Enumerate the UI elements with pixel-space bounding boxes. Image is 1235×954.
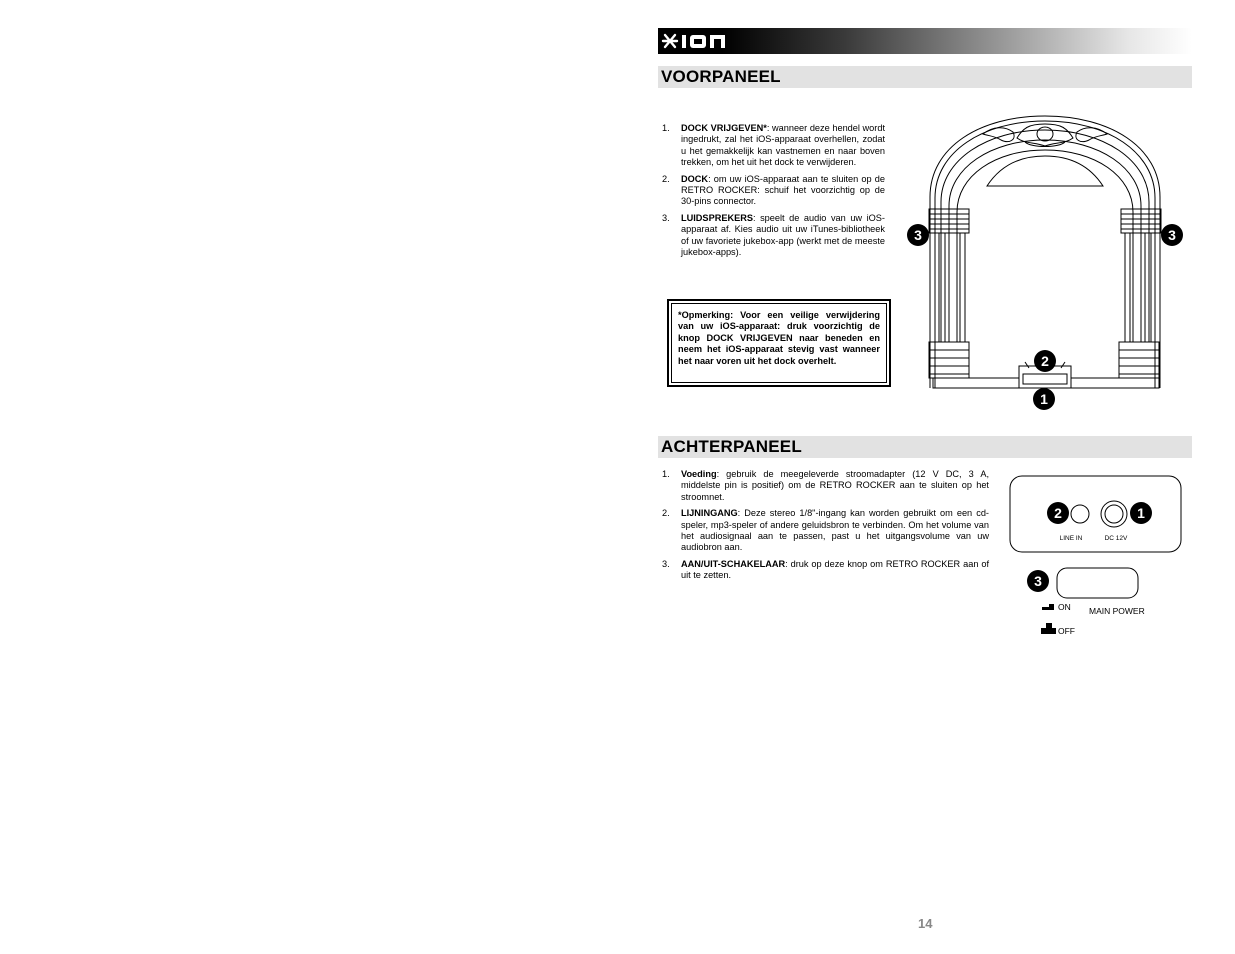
on-label: ON <box>1058 602 1071 612</box>
rear-panel-list <box>659 469 989 587</box>
svg-text:3: 3 <box>1168 227 1176 243</box>
callout-speaker-right <box>1161 224 1183 246</box>
safety-note-box <box>667 299 891 387</box>
line-in-jack <box>1071 505 1089 523</box>
line-in-label: LINE IN <box>1059 535 1083 542</box>
list-item: 2. LIJNINGANG: Deze stereo 1/8"-ingang kan worden gebruikt om een cd-speler, mp3-speler of andere geluidsbron te verbinden. Om het volume van het audiosignaal aan te passen, past u het uitgangsvolume van uw audiobron aan. <box>662 508 989 553</box>
ion-logo <box>660 31 734 51</box>
svg-text:3: 3 <box>1034 573 1042 589</box>
svg-text:1: 1 <box>1040 391 1048 407</box>
off-label: OFF <box>1058 626 1075 636</box>
list-item: 1. DOCK VRIJGEVEN*: wanneer deze hendel wordt ingedrukt, zal het iOS-apparaat overhellen, zodat u het gemakkelijk kan vastnemen en naar boven trekken, om het uit het dock te verwijderen. <box>662 123 885 168</box>
safety-note-text: *Opmerking: Voor een veilige verwijdering van uw iOS-apparaat: druk voorzichtig de knop DOCK VRIJGEVEN naar beneden en neem het iOS-apparaat stevig vast wanneer het naar voren uit het dock overhelt. <box>671 303 887 383</box>
list-item: 3. AAN/UIT-SCHAKELAAR: druk op deze knop om RETRO ROCKER aan of uit te zetten. <box>662 558 989 581</box>
callout-power-switch <box>1027 570 1049 592</box>
callout-dock <box>1034 350 1056 372</box>
list-item: 1. Voeding: gebruik de meegeleverde stroomadapter (12 V DC, 3 A, middelste pin is positief) om de RETRO ROCKER aan te sluiten op het stroomnet. <box>662 469 989 502</box>
main-power-label: MAIN POWER <box>1089 606 1145 616</box>
svg-text:2: 2 <box>1041 353 1049 369</box>
rear-panel-title: ACHTERPANEEL <box>661 437 802 456</box>
dc-label: DC 12V <box>1104 535 1128 542</box>
callout-line-in <box>1047 502 1069 524</box>
svg-text:2: 2 <box>1054 505 1062 521</box>
brand-header-bar <box>658 28 1192 54</box>
svg-text:1: 1 <box>1137 505 1145 521</box>
callout-speaker-left <box>907 224 929 246</box>
switch-off-icon <box>1041 623 1056 634</box>
switch-on-icon <box>1042 604 1054 610</box>
jukebox-front-illustration <box>905 112 1190 417</box>
callout-dock-release <box>1033 388 1055 410</box>
section-header-rear-panel <box>658 436 1192 458</box>
main-power-switch <box>1057 568 1138 598</box>
front-panel-list <box>659 123 885 263</box>
list-item: 3. LUIDSPREKERS: speelt de audio van uw iOS-apparaat af. Kies audio uit uw iTunes-bibliotheek of uw favoriete jukebox-app (werkt met de meeste jukebox-apps). <box>662 212 885 258</box>
rear-panel-illustration <box>1008 474 1184 640</box>
front-panel-title: VOORPANEEL <box>661 67 781 86</box>
svg-text:3: 3 <box>914 227 922 243</box>
list-item: 2. DOCK: om uw iOS-apparaat aan te sluiten op de RETRO ROCKER: schuif het voorzichtig op de 30-pins connector. <box>662 173 885 207</box>
callout-dc-power <box>1130 502 1152 524</box>
section-header-front-panel <box>658 66 1192 88</box>
page-number: 14 <box>918 916 933 931</box>
